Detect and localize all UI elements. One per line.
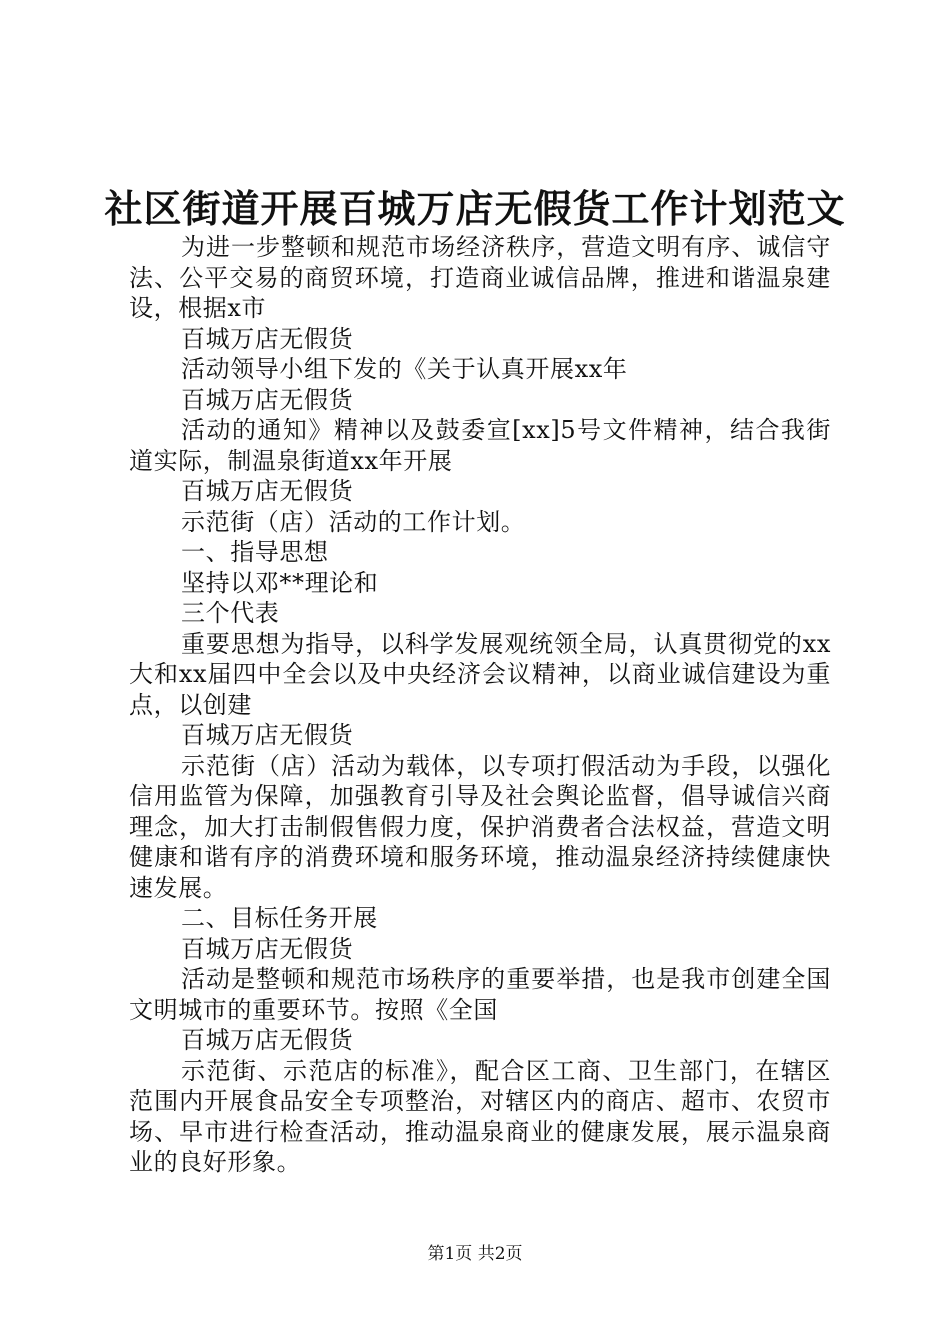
document-title: 社区街道开展百城万店无假货工作计划范文 [104, 186, 846, 231]
document-body [129, 232, 831, 1178]
paragraph: 活动是整顿和规范市场秩序的重要举措，也是我市创建全国文明城市的重要环节。按照《全国 [129, 965, 831, 1024]
paragraph: 百城万店无假货 [181, 1026, 354, 1054]
paragraph: 活动的通知》精神以及鼓委宣[xx]5号文件精神，结合我街道实际，制温泉街道xx年开展 [129, 416, 831, 475]
paragraph: 为进一步整顿和规范市场经济秩序，营造文明有序、诚信守法、公平交易的商贸环境，打造商业诚信品牌，推进和谐温泉建设，根据x市 [129, 233, 831, 322]
paragraph: 示范街（店）活动的工作计划。 [181, 507, 526, 536]
paragraph: 百城万店无假货 [181, 477, 354, 505]
paragraph: 百城万店无假货 [181, 385, 354, 414]
paragraph: 百城万店无假货 [181, 934, 354, 963]
section-heading: 二、目标任务开展 [181, 904, 378, 932]
page-number-footer: 第1页 共2页 [427, 1244, 523, 1264]
paragraph: 活动领导小组下发的《关于认真开展xx年 [181, 355, 628, 383]
paragraph: 示范街、示范店的标准》，配合区工商、卫生部门，在辖区范围内开展食品安全专项整治，对辖区内的商店、超市、农贸市场、早市进行检查活动，推动温泉商业的健康发展，展示温泉商业的良好形象。 [129, 1056, 831, 1176]
section-heading: 一、指导思想 [181, 538, 329, 566]
paragraph: 重要思想为指导，以科学发展观统领全局，认真贯彻党的xx大和xx届四中全会以及中央经济会议精神，以商业诚信建设为重点，以创建 [129, 629, 831, 719]
paragraph: 坚持以邓**理论和 [181, 568, 379, 597]
paragraph: 示范街（店）活动为载体，以专项打假活动为手段，以强化信用监管为保障，加强教育引导及社会舆论监督，倡导诚信兴商理念，加大打击制假售假力度，保护消费者合法权益，营造文明健康和谐有序的消费环境和服务环境，推动温泉经济持续健康快速发展。 [129, 751, 831, 902]
paragraph: 三个代表 [181, 599, 280, 627]
paragraph: 百城万店无假货 [181, 324, 354, 353]
paragraph: 百城万店无假货 [181, 721, 354, 749]
